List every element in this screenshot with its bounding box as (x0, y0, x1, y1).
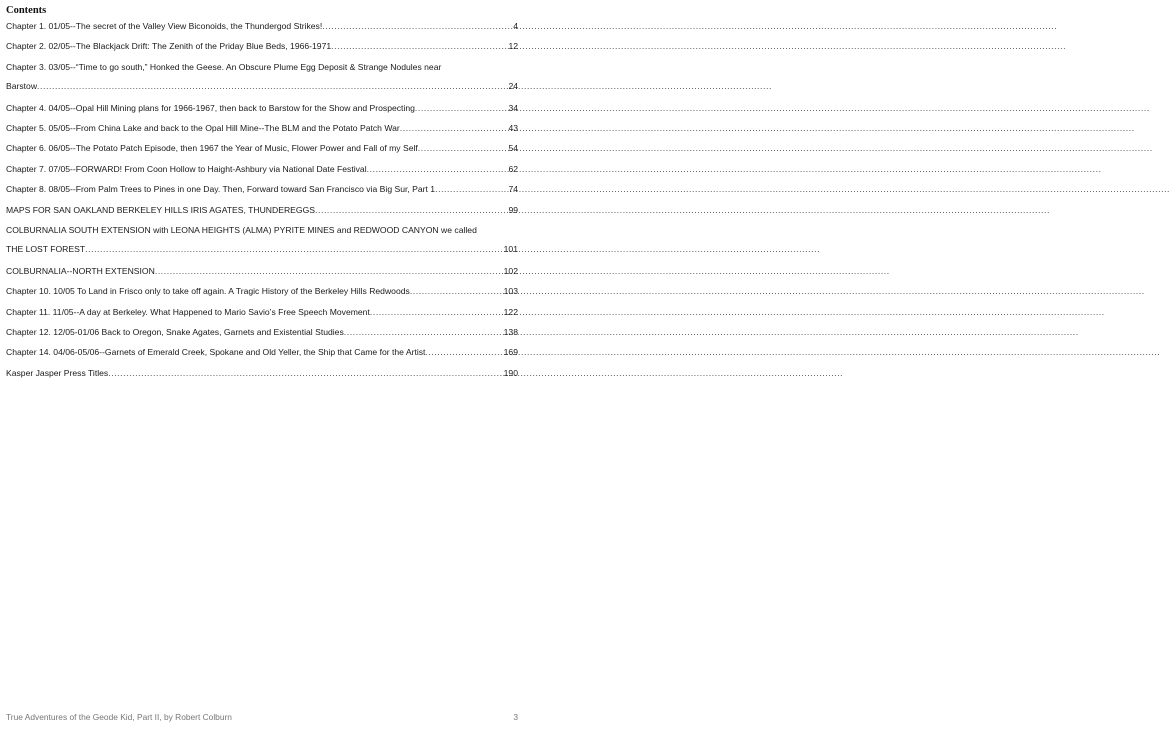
dot-leader (37, 81, 507, 92)
toc-entry-page: 190 (503, 367, 518, 378)
toc-entry-title: Chapter 8. 08/05--From Palm Trees to Pines in one Day. Then, Forward toward San Francisco via Big Sur, Part 1 (6, 184, 436, 195)
dot-leader (410, 286, 503, 297)
toc-entry[interactable] (6, 266, 518, 286)
dot-leader (435, 184, 507, 195)
toc-entry-page: 54 (508, 143, 518, 154)
toc-entry-page: 34 (508, 102, 518, 113)
dot-leader (331, 41, 507, 52)
dot-leader (425, 347, 502, 358)
dot-leader (367, 164, 508, 175)
toc-entry-title: Chapter 1. 01/05--The secret of the Valley View Biconoids, the Thundergod Strikes! (6, 21, 323, 31)
toc-entry-page: 102 (503, 265, 518, 276)
toc-entry-title: Chapter 4. 04/05--Opal Hill Mining plans for 1966-1967, then back to Barstow for the Show and Prospecting (6, 102, 415, 113)
dot-leader (155, 266, 503, 277)
contents-heading: Contents (6, 5, 47, 16)
toc-entry-title: COLBURNALIA SOUTH EXTENSION with LEONA HEIGHTS (ALMA) PYRITE MINES and REDWOOD CANYON we called (6, 224, 477, 235)
dot-leader (315, 205, 507, 216)
toc-entry[interactable] (6, 123, 518, 143)
toc-entry-title-continued: Barstow (6, 81, 38, 92)
toc-entry-page: 138 (503, 326, 518, 337)
toc-entry-title: Chapter 14. 04/06-05/06--Garnets of Emerald Creek, Spokane and Old Yeller, the Ship that Came for the Artist (6, 347, 426, 358)
toc-entry[interactable] (6, 225, 518, 266)
toc-entry-page: 62 (508, 163, 518, 174)
toc-entry[interactable] (6, 41, 518, 61)
toc-entry-title-continued: THE LOST FOREST (6, 244, 86, 255)
toc-entry-page: 24 (508, 81, 518, 92)
toc-entry[interactable] (6, 62, 518, 103)
footer-book-title: True Adventures of the Geode Kid, Part II, by Robert Colburn (6, 712, 232, 722)
toc-entry[interactable] (6, 164, 518, 184)
dot-leader (418, 143, 508, 154)
toc-entry-title: Chapter 2. 02/05--The Blackjack Drift: The Zenith of the Priday Blue Beds, 1966-1971 (6, 41, 332, 52)
toc-entry-title: Chapter 7. 07/05--FORWARD! From Coon Hollow to Haight-Ashbury via National Date Festival (6, 163, 367, 174)
toc-entry-page: 122 (503, 306, 518, 317)
dot-leader (415, 103, 508, 114)
toc-entry[interactable] (6, 143, 518, 163)
document-page (0, 0, 531, 734)
toc-entry-page: 4 (513, 21, 518, 31)
toc-entry[interactable] (6, 103, 518, 123)
toc-entry-title: Kasper Jasper Press Titles (6, 367, 109, 378)
toc-entry-title: Chapter 12. 12/05-01/06 Back to Oregon, Snake Agates, Garnets and Existential Studies (6, 326, 344, 337)
toc-entry[interactable] (6, 21, 518, 41)
toc-entry-page: 12 (508, 41, 518, 52)
toc-entry-title: Chapter 11. 11/05--A day at Berkeley. What Happened to Mario Savio’s Free Speech Movement (6, 306, 370, 317)
toc-entry[interactable] (6, 184, 518, 204)
toc-entry-page: 43 (508, 122, 518, 133)
toc-entry[interactable] (6, 205, 518, 225)
toc-entry-page: 101 (503, 244, 518, 255)
dot-leader (344, 327, 503, 338)
toc-entry-title: COLBURNALIA--NORTH EXTENSION (6, 265, 155, 276)
toc-entry[interactable] (6, 286, 518, 306)
toc-entry-page: 74 (508, 184, 518, 195)
toc-entry-title: Chapter 3. 03/05--“Time to go south,” Honked the Geese. An Obscure Plume Egg Deposit & Strange Nodules near (6, 61, 442, 72)
dot-leader (322, 21, 512, 32)
toc-entry-title: Chapter 5. 05/05--From China Lake and back to the Opal Hill Mine--The BLM and the Potato Patch War (6, 122, 400, 133)
toc-entry-title: Chapter 6. 06/05--The Potato Patch Episode, then 1967 the Year of Music, Flower Power and Fall of my Self (6, 143, 418, 154)
dot-leader (85, 244, 503, 255)
toc-entry[interactable] (6, 327, 518, 347)
toc-entry-title: MAPS FOR SAN OAKLAND BERKELEY HILLS IRIS AGATES, THUNDEREGGS (6, 204, 315, 215)
table-of-contents (6, 21, 518, 388)
footer-page-number: 3 (513, 712, 518, 722)
toc-entry-page: 169 (503, 347, 518, 358)
dot-leader (108, 368, 502, 379)
dot-leader (400, 123, 508, 134)
toc-entry-page: 99 (508, 204, 518, 215)
toc-entry-title: Chapter 10. 10/05 To Land in Frisco only to take off again. A Tragic History of the Berkeley Hills Redwoods (6, 286, 410, 297)
toc-entry-page: 103 (503, 286, 518, 297)
toc-entry[interactable] (6, 347, 518, 367)
dot-leader (370, 307, 503, 318)
toc-entry[interactable] (6, 307, 518, 327)
toc-entry[interactable] (6, 368, 518, 388)
